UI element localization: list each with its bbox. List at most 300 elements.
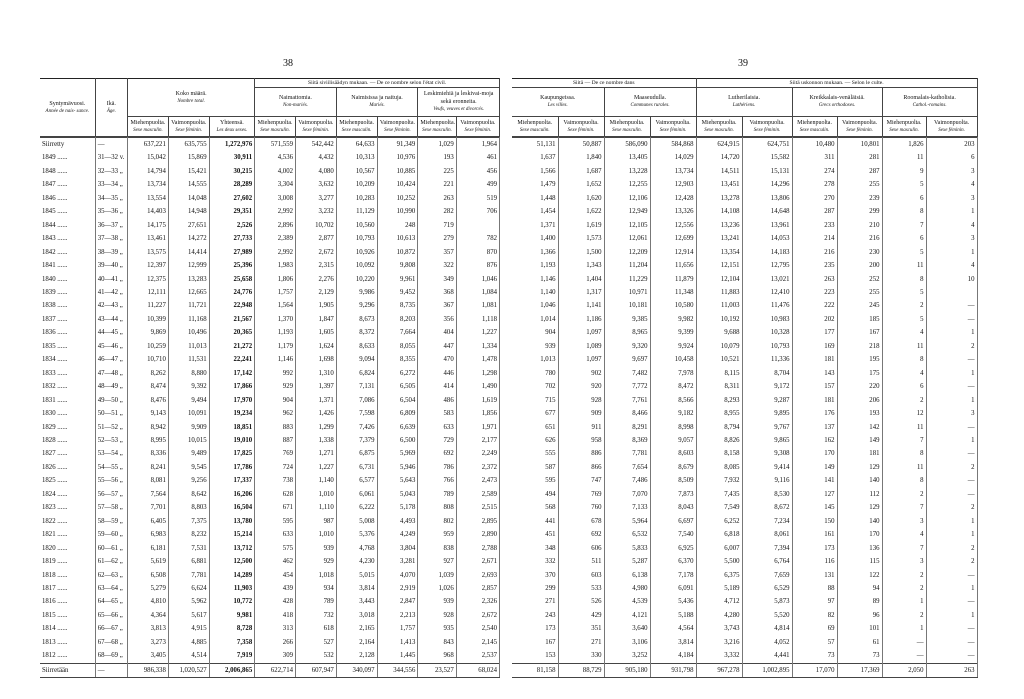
value-cell: 1,840: [558, 151, 604, 164]
value-cell: 3,273: [128, 636, 169, 649]
table-row: [40, 219, 500, 232]
value-cell: 4,364: [128, 609, 169, 622]
value-cell: 2: [882, 488, 926, 501]
value-cell: 2,992: [255, 246, 296, 259]
value-cell: 586,090: [604, 138, 650, 152]
value-cell: 5,189: [696, 582, 742, 595]
birth-year-cell: 1822 ......: [40, 515, 95, 528]
total-cell: 2,006,865: [209, 663, 255, 677]
value-cell: 10,702: [296, 219, 337, 232]
value-cell: 6,222: [336, 501, 377, 514]
married-header-fr: Mariés.: [369, 103, 385, 108]
total-cell: 17,866: [209, 380, 255, 393]
value-cell: 4,980: [604, 582, 650, 595]
birth-year-cell: 1832 ......: [40, 380, 95, 393]
value-cell: 595: [512, 474, 558, 487]
birth-year-cell: 1812 ......: [40, 649, 95, 663]
value-cell: 127: [792, 488, 837, 501]
total-cell: 24,776: [209, 286, 255, 299]
value-cell: 2,145: [456, 636, 499, 649]
left-page-number: 38: [283, 58, 293, 69]
value-cell: 456: [456, 165, 499, 178]
birth-year-cell: 1836 ......: [40, 326, 95, 339]
value-cell: 193: [837, 407, 882, 420]
value-cell: 12,795: [742, 259, 792, 272]
value-cell: 11,168: [168, 313, 209, 326]
value-cell: 9,808: [377, 259, 418, 272]
value-cell: 7,379: [336, 434, 377, 447]
value-cell: —: [882, 649, 926, 663]
value-cell: 1,404: [558, 273, 604, 286]
value-cell: 9,982: [650, 313, 696, 326]
value-cell: 2,315: [296, 259, 337, 272]
value-cell: 11,656: [650, 259, 696, 272]
value-cell: 4: [882, 367, 926, 380]
value-cell: 203: [926, 138, 977, 152]
table-row: [512, 367, 977, 380]
value-cell: 607,947: [296, 663, 337, 677]
total-cell: 17,825: [209, 447, 255, 460]
value-cell: 6,925: [650, 542, 696, 555]
value-cell: 838: [418, 542, 456, 555]
value-cell: 462: [255, 555, 296, 568]
value-cell: 13,278: [696, 192, 742, 205]
value-cell: 10,793: [742, 340, 792, 353]
value-cell: 8,291: [604, 421, 650, 434]
value-cell: 12,105: [604, 219, 650, 232]
value-cell: 1,046: [456, 273, 499, 286]
value-cell: 91,349: [377, 138, 418, 152]
value-cell: 418: [255, 609, 296, 622]
value-cell: 8,466: [604, 407, 650, 420]
birth-year-cell: 1826 ......: [40, 461, 95, 474]
value-cell: 3,106: [604, 636, 650, 649]
value-cell: —: [926, 421, 977, 434]
value-cell: 2,895: [456, 515, 499, 528]
value-cell: 222: [792, 299, 837, 312]
table-row: [512, 434, 977, 447]
table-row: [40, 528, 500, 541]
value-cell: 939: [418, 595, 456, 608]
value-cell: 370: [512, 569, 558, 582]
value-cell: 624,915: [696, 138, 742, 152]
value-cell: —: [926, 649, 977, 663]
value-cell: —: [926, 299, 977, 312]
value-cell: 870: [456, 246, 499, 259]
value-cell: 4: [882, 528, 926, 541]
value-cell: 2: [926, 555, 977, 568]
value-cell: 7,375: [168, 515, 209, 528]
value-cell: 2,326: [456, 595, 499, 608]
value-cell: 542,442: [296, 138, 337, 152]
value-cell: 1,624: [296, 340, 337, 353]
value-cell: 1,010: [296, 488, 337, 501]
age-cell: 48—49 „: [95, 380, 127, 393]
value-cell: 170: [837, 528, 882, 541]
table-row: [40, 246, 500, 259]
table-row: [40, 488, 500, 501]
value-cell: 2,857: [456, 582, 499, 595]
value-cell: 218: [837, 340, 882, 353]
total-cell: 13,780: [209, 515, 255, 528]
value-cell: 1,227: [456, 326, 499, 339]
table-row: [40, 474, 500, 487]
value-cell: 886: [558, 447, 604, 460]
birth-year-cell: 1827 ......: [40, 447, 95, 460]
table-row: [40, 649, 500, 663]
birth-year-cell: 1819 ......: [40, 555, 95, 568]
table-row: [40, 461, 500, 474]
birth-year-cell: 1820 ......: [40, 542, 95, 555]
table-row: [512, 313, 977, 326]
value-cell: 115: [837, 555, 882, 568]
value-cell: 7,531: [168, 542, 209, 555]
value-cell: 1,620: [558, 192, 604, 205]
value-cell: 10,181: [604, 299, 650, 312]
value-cell: 6,824: [336, 367, 377, 380]
value-cell: 3,281: [377, 555, 418, 568]
age-cell: 40—41 „: [95, 273, 127, 286]
female-header: Vaimonpuolta.: [379, 119, 415, 126]
value-cell: 414: [418, 380, 456, 393]
value-cell: 911: [558, 421, 604, 434]
value-cell: 13,961: [742, 219, 792, 232]
age-cell: 52—53 „: [95, 434, 127, 447]
value-cell: 5,617: [168, 609, 209, 622]
value-cell: 5: [882, 178, 926, 191]
value-cell: 622,714: [255, 663, 296, 677]
value-cell: 2: [926, 340, 977, 353]
total-cell: 17,337: [209, 474, 255, 487]
value-cell: 2,890: [456, 528, 499, 541]
value-cell: 715: [512, 394, 558, 407]
value-cell: 786: [418, 461, 456, 474]
value-cell: 575: [255, 542, 296, 555]
value-cell: 2: [882, 609, 926, 622]
value-cell: 3,632: [296, 178, 337, 191]
birth-year-cell: 1848 ......: [40, 165, 95, 178]
total-cell: 27,989: [209, 246, 255, 259]
value-cell: 1,338: [296, 434, 337, 447]
table-row: [512, 340, 977, 353]
table-row: [40, 273, 500, 286]
value-cell: 8,336: [128, 447, 169, 460]
female-header: Vaimonpuolta.: [171, 119, 207, 126]
value-cell: 920: [558, 380, 604, 393]
value-cell: 7,394: [742, 542, 792, 555]
table-row: [512, 447, 977, 460]
value-cell: 8,965: [604, 326, 650, 339]
value-cell: 7: [882, 542, 926, 555]
value-cell: 2: [926, 461, 977, 474]
age-cell: 44—45 „: [95, 326, 127, 339]
value-cell: 702: [512, 380, 558, 393]
value-cell: 1,479: [512, 178, 558, 191]
value-cell: 10,424: [377, 178, 418, 191]
total-cell: 15,214: [209, 528, 255, 541]
table-row: [40, 595, 500, 608]
value-cell: 129: [837, 501, 882, 514]
value-cell: 1,500: [558, 246, 604, 259]
value-cell: 14,048: [168, 192, 209, 205]
value-cell: 12: [882, 407, 926, 420]
value-cell: 2,672: [296, 246, 337, 259]
value-cell: 8,566: [650, 394, 696, 407]
value-cell: 1,573: [558, 232, 604, 245]
value-cell: 3: [926, 232, 977, 245]
value-cell: 9,296: [336, 299, 377, 312]
birth-year-cell: 1839 ......: [40, 286, 95, 299]
value-cell: 902: [558, 367, 604, 380]
table-row: [40, 192, 500, 205]
value-cell: 5: [882, 246, 926, 259]
birth-year-cell: 1824 ......: [40, 488, 95, 501]
birth-year-cell: 1831 ......: [40, 394, 95, 407]
birth-year-header: Syntymävuosi.: [49, 100, 86, 107]
table-row: [512, 421, 977, 434]
male-header: Miehenpuolta.: [797, 119, 832, 126]
value-cell: 1,652: [558, 178, 604, 191]
value-cell: 2,515: [456, 501, 499, 514]
value-cell: 587: [512, 461, 558, 474]
value-cell: 6,639: [377, 421, 418, 434]
value-cell: 349: [418, 273, 456, 286]
value-cell: 461: [456, 151, 499, 164]
value-cell: 1,146: [255, 353, 296, 366]
table-row: [512, 663, 977, 677]
value-cell: 15,421: [168, 165, 209, 178]
table-row: [40, 515, 500, 528]
value-cell: 216: [837, 232, 882, 245]
value-cell: 12,061: [604, 232, 650, 245]
value-cell: 678: [558, 515, 604, 528]
value-cell: 1,371: [512, 219, 558, 232]
value-cell: 2,671: [456, 555, 499, 568]
value-cell: 905,180: [604, 663, 650, 677]
value-cell: 1,029: [418, 138, 456, 152]
value-cell: 606: [558, 542, 604, 555]
value-cell: 202: [792, 313, 837, 326]
table-row: [40, 407, 500, 420]
value-cell: 9,182: [650, 407, 696, 420]
value-cell: 8,803: [168, 501, 209, 514]
age-cell: 58—59 „: [95, 515, 127, 528]
value-cell: 12,111: [128, 286, 169, 299]
birth-year-cell: 1821 ......: [40, 528, 95, 541]
age-cell: 61—62 „: [95, 555, 127, 568]
value-cell: 4,539: [604, 595, 650, 608]
total-cell: 12,500: [209, 555, 255, 568]
value-cell: 962: [255, 407, 296, 420]
total-cell: 9,981: [209, 609, 255, 622]
value-cell: 181: [792, 353, 837, 366]
value-cell: 1,856: [456, 407, 499, 420]
value-cell: 149: [792, 461, 837, 474]
table-row: [40, 326, 500, 339]
birth-year-cell: 1846 ......: [40, 192, 95, 205]
age-cell: 43—44 „: [95, 313, 127, 326]
male-header-fr: Sexe masculin.: [704, 127, 734, 133]
total-cell: 1,272,976: [209, 138, 255, 152]
total-cell: 17,142: [209, 367, 255, 380]
value-cell: 1,687: [558, 165, 604, 178]
value-cell: 149: [837, 434, 882, 447]
value-cell: 11,476: [742, 299, 792, 312]
value-cell: 7,178: [650, 569, 696, 582]
male-header: Miehenpuolta.: [130, 119, 166, 126]
table-row: [512, 178, 977, 191]
value-cell: 6: [882, 380, 926, 393]
value-cell: 1,046: [512, 299, 558, 312]
female-header-fr: Sexe féminin.: [302, 127, 330, 133]
value-cell: 7,540: [650, 528, 696, 541]
value-cell: 1,227: [296, 461, 337, 474]
value-cell: 706: [456, 205, 499, 218]
value-cell: 3,443: [336, 595, 377, 608]
value-cell: 173: [792, 542, 837, 555]
value-cell: 10,283: [336, 192, 377, 205]
table-row: [512, 488, 977, 501]
table-row: [40, 394, 500, 407]
table-row: [512, 205, 977, 218]
value-cell: 4,768: [336, 542, 377, 555]
value-cell: 7: [882, 434, 926, 447]
value-cell: 9,545: [168, 461, 209, 474]
age-cell: 37—38 „: [95, 232, 127, 245]
birth-year-cell: 1849 ......: [40, 151, 95, 164]
age-cell: 59—60 „: [95, 528, 127, 541]
value-cell: 8,115: [696, 367, 742, 380]
value-cell: 6: [882, 232, 926, 245]
value-cell: 8,995: [128, 434, 169, 447]
age-cell: 41—42 „: [95, 286, 127, 299]
total-cell: 11,903: [209, 582, 255, 595]
value-cell: 3,332: [696, 649, 742, 663]
value-cell: 8,061: [742, 528, 792, 541]
male-header-fr: Sexe masculin.: [260, 127, 290, 133]
value-cell: 12,914: [650, 246, 696, 259]
value-cell: 738: [255, 474, 296, 487]
value-cell: 4,280: [696, 609, 742, 622]
value-cell: 7,133: [604, 501, 650, 514]
value-cell: 4: [926, 178, 977, 191]
widowed-header-fr: Veufs, veuves et divorcés.: [433, 107, 484, 112]
value-cell: 4,814: [742, 622, 792, 635]
value-cell: 1,310: [296, 367, 337, 380]
value-cell: 671: [255, 501, 296, 514]
total-cell: 22,948: [209, 299, 255, 312]
value-cell: 14,183: [742, 246, 792, 259]
value-cell: 12,104: [696, 273, 742, 286]
table-row: [512, 219, 977, 232]
value-cell: 6,764: [742, 555, 792, 568]
value-cell: 729: [418, 434, 456, 447]
value-cell: 88: [792, 582, 837, 595]
lutheran-header-fr: Luthériens.: [732, 103, 756, 108]
value-cell: 170: [792, 447, 837, 460]
value-cell: 1,905: [296, 299, 337, 312]
female-header-fr: Sexe féminin.: [938, 127, 965, 133]
value-cell: 1,971: [456, 421, 499, 434]
value-cell: 1,637: [512, 151, 558, 164]
value-cell: 252: [837, 273, 882, 286]
age-cell: 39—40 „: [95, 259, 127, 272]
value-cell: 9: [882, 165, 926, 178]
table-row: [40, 609, 500, 622]
value-cell: 959: [418, 528, 456, 541]
value-cell: 10,092: [336, 259, 377, 272]
age-cell: 60—61 „: [95, 542, 127, 555]
value-cell: 2,473: [456, 474, 499, 487]
value-cell: 8: [882, 474, 926, 487]
total-cell: 27,733: [209, 232, 255, 245]
male-header: Miehenpuolta.: [420, 119, 456, 126]
value-cell: 10,209: [336, 178, 377, 191]
value-cell: 11,879: [650, 273, 696, 286]
value-cell: 153: [512, 649, 558, 663]
value-cell: 4,432: [296, 151, 337, 164]
male-header-fr: Sexe masculin.: [519, 127, 550, 133]
value-cell: 221: [418, 178, 456, 191]
value-cell: 8,942: [128, 421, 169, 434]
value-cell: 10,567: [336, 165, 377, 178]
value-cell: 73: [792, 649, 837, 663]
value-cell: 967,278: [696, 663, 742, 677]
value-cell: 9,869: [128, 326, 169, 339]
value-cell: 97: [792, 595, 837, 608]
value-cell: 692: [418, 447, 456, 460]
value-cell: 12,255: [604, 178, 650, 191]
value-cell: 1,084: [456, 286, 499, 299]
value-cell: 3,277: [296, 192, 337, 205]
female-header: Vaimonpuolta.: [933, 119, 970, 126]
value-cell: 6,061: [336, 488, 377, 501]
value-cell: 1,847: [296, 313, 337, 326]
table-row: [40, 353, 500, 366]
age-cell: 66—67 „: [95, 622, 127, 635]
value-cell: —: [926, 353, 977, 366]
value-cell: 6,731: [336, 461, 377, 474]
age-cell: 36—37 „: [95, 219, 127, 232]
value-cell: 1: [926, 528, 977, 541]
value-cell: 11,227: [128, 299, 169, 312]
value-cell: 8,633: [336, 340, 377, 353]
value-cell: 789: [418, 488, 456, 501]
value-cell: 14,272: [168, 232, 209, 245]
value-cell: 6,875: [336, 447, 377, 460]
table-row: [512, 528, 977, 541]
value-cell: —: [926, 447, 977, 460]
unmarried-header-fr: Non-mariés.: [283, 103, 308, 108]
value-cell: 7,426: [336, 421, 377, 434]
value-cell: 633: [255, 528, 296, 541]
value-cell: 9,287: [742, 394, 792, 407]
value-cell: 5,873: [742, 595, 792, 608]
value-cell: 929: [255, 380, 296, 393]
value-cell: 4,441: [742, 649, 792, 663]
value-cell: 447: [418, 340, 456, 353]
value-cell: 533: [558, 582, 604, 595]
table-row: [512, 622, 977, 635]
value-cell: 11,531: [168, 353, 209, 366]
value-cell: 14,108: [696, 205, 742, 218]
value-cell: 7: [882, 219, 926, 232]
towns-header: Kaupungeissa.: [540, 95, 576, 101]
value-cell: 10,521: [696, 353, 742, 366]
value-cell: 7,070: [604, 488, 650, 501]
value-cell: 6,532: [604, 528, 650, 541]
value-cell: 5,188: [650, 609, 696, 622]
